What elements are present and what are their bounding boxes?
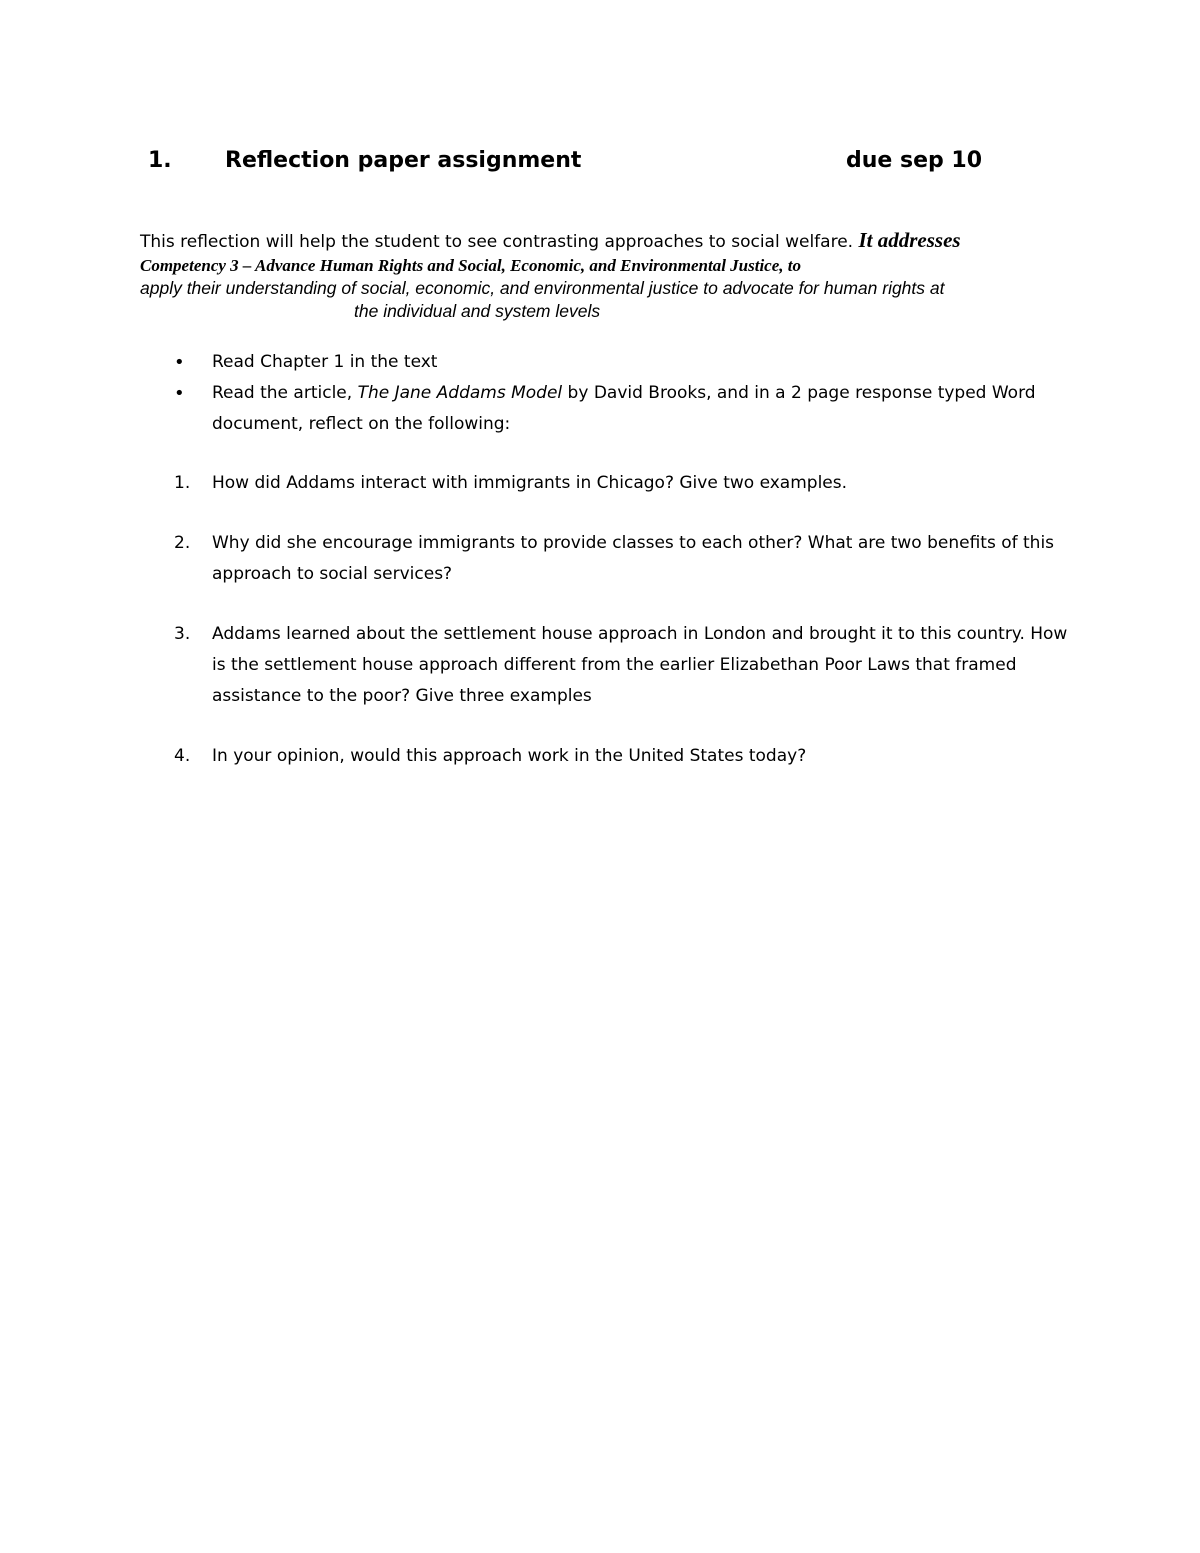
- instructions-list: [172, 347, 1072, 440]
- bullet-icon: •: [174, 352, 185, 373]
- bullet-suffix: by David Brooks, and in a 2 page response typed Word document, reflect on the following:: [212, 383, 1036, 434]
- question-text: Why did she encourage immigrants to provide classes to each other? What are two benefits of this approach to social services?: [212, 533, 1055, 584]
- due-date: due sep 10: [846, 148, 983, 173]
- question-number: 4.: [174, 746, 191, 766]
- questions-list: [172, 468, 1072, 801]
- apply-line-2: the individual and system levels: [354, 301, 601, 321]
- bullet-prefix: Read the article,: [212, 383, 358, 403]
- assignment-heading: [148, 143, 1028, 179]
- question-number: 1.: [174, 473, 191, 493]
- question-text: In your opinion, would this approach work in the United States today?: [212, 746, 807, 766]
- article-title: The Jane Addams Model: [357, 383, 563, 403]
- question-number: 2.: [174, 533, 191, 553]
- question-item: [172, 619, 1072, 712]
- intro-text: This reflection will help the student to see contrasting approaches to social welfare.: [140, 232, 859, 252]
- competency-line: Competency 3 – Advance Human Rights and Social, Economic, and Environmental Justice, to: [140, 256, 801, 275]
- question-text: How did Addams interact with immigrants in Chicago? Give two examples.: [212, 473, 848, 493]
- apply-line-1: apply their understanding of social, economic, and environmental justice to advocate for human rights at: [140, 278, 945, 298]
- bullet-text: Read Chapter 1 in the text: [212, 352, 438, 372]
- intro-line: [140, 227, 1070, 255]
- question-item: [172, 528, 1072, 590]
- list-item: [172, 378, 1072, 440]
- question-text: Addams learned about the settlement house approach in London and brought it to this country. How is the settlement house approach different from the earlier Elizabethan Poor Laws that framed assistance to the poor? Give three examples: [212, 624, 1068, 706]
- list-item: [172, 347, 1072, 378]
- question-item: [172, 741, 1072, 772]
- intro-paragraph: [140, 227, 1070, 323]
- question-item: [172, 468, 1072, 499]
- question-number: 3.: [174, 624, 191, 644]
- intro-emphasis: It addresses: [858, 228, 961, 252]
- bullet-icon: •: [174, 383, 185, 404]
- heading-title: Reflection paper assignment: [225, 148, 582, 173]
- heading-number: 1.: [148, 148, 172, 173]
